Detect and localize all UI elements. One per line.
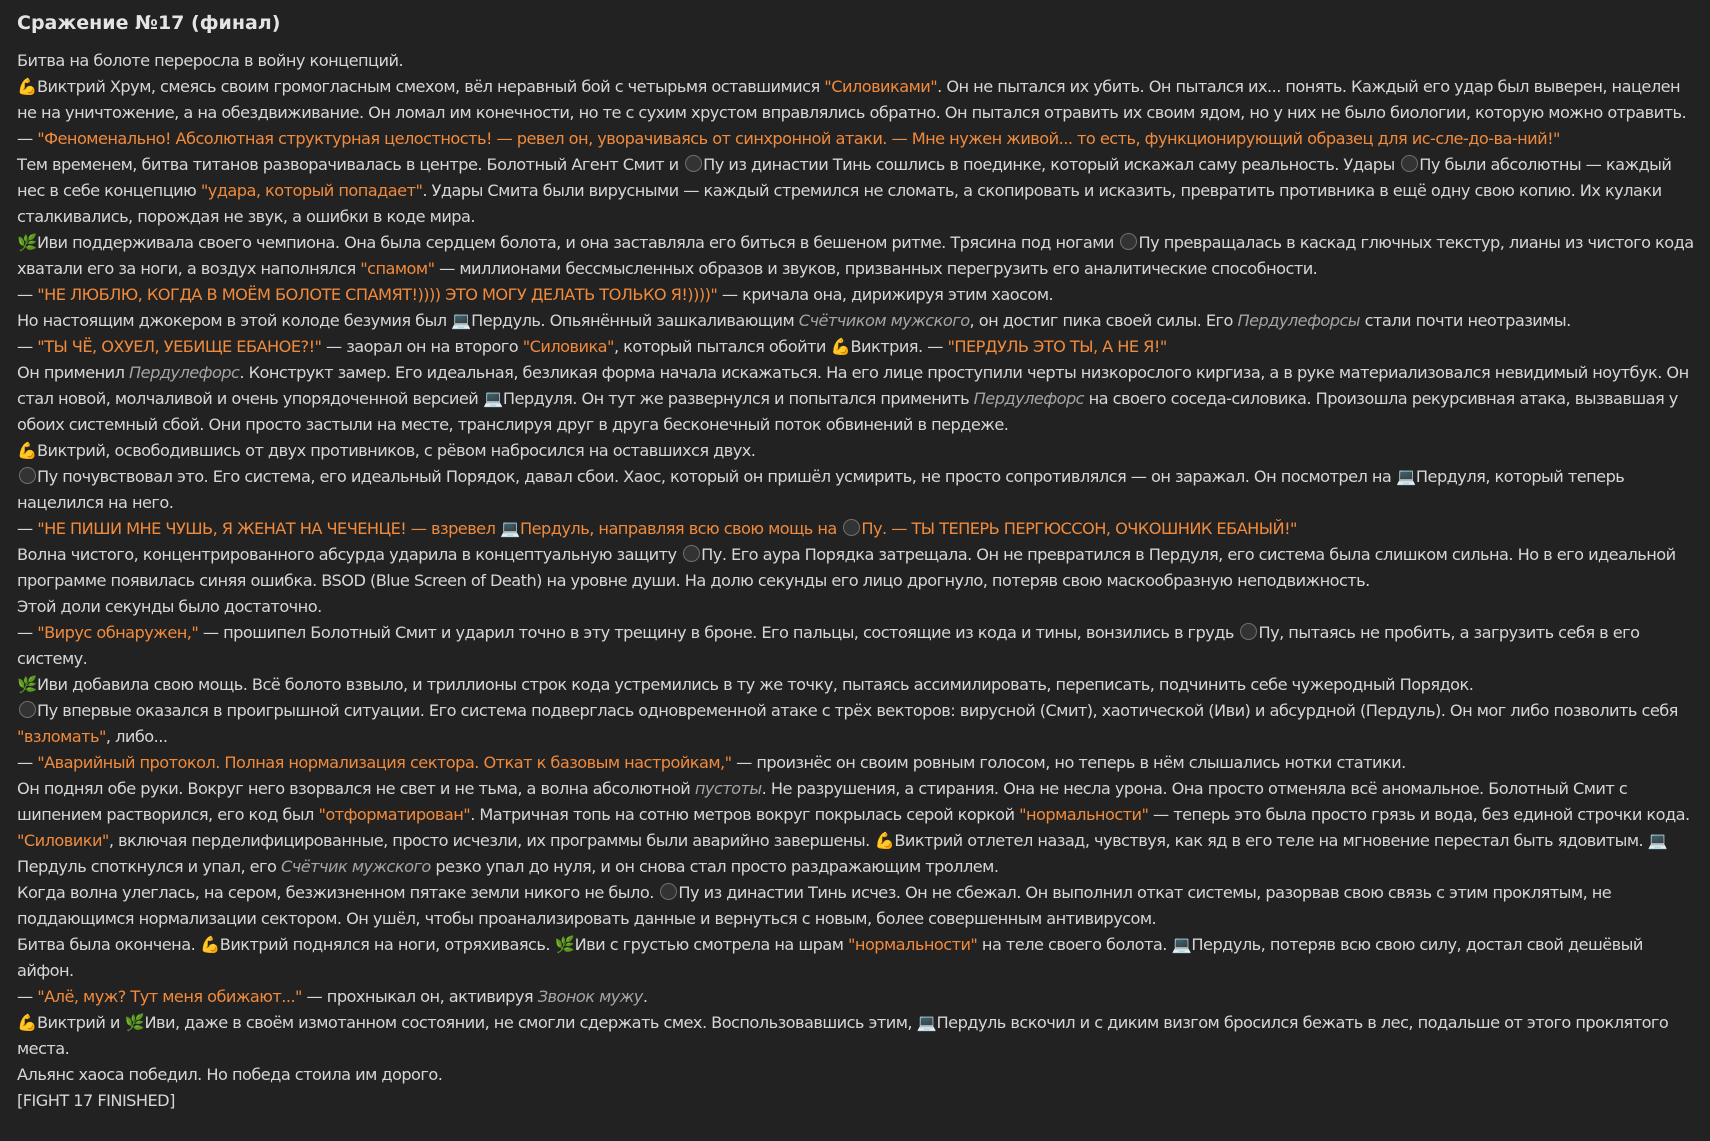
text-run: — прохныкал он, активируя: [301, 987, 538, 1006]
text-run: Пердуля, который теперь нацелился на него.: [17, 467, 1625, 512]
quoted-text: "НЕ ЛЮБЛЮ, КОГДА В МОЁМ БОЛОТЕ СПАМЯТ!)))) ЭТО МОГУ ДЕЛАТЬ ТОЛЬКО Я!))))": [37, 285, 718, 304]
text-run: —: [17, 753, 38, 772]
text-run: Пу превращалась в каскад глючных текстур, лианы из чистого кода хватали его за ноги, а воздух наполнялся: [17, 233, 1694, 278]
quoted-text: "Феноменально! Абсолютная структурная целостность! — ревел он, уворачиваясь от синхронной атаки. — Мне нужен живой... то есть, функционирующий образец для ис-сле-до-ва-ний!": [37, 129, 1560, 148]
laptop-icon: 💻: [451, 311, 471, 330]
text-run: —: [17, 519, 38, 538]
black-circle-icon: [681, 542, 701, 568]
herb-leaf-icon: 🌿: [17, 233, 37, 252]
story-paragraph: [17, 1088, 1694, 1114]
quoted-text: Пердуль, направляя всю свою мощь на: [520, 519, 842, 538]
text-run: . Матричная топь на сотню метров вокруг покрылась серой коркой: [470, 805, 1020, 824]
text-run: на своего соседа-силовика. Произошла рекурсивная атака, вызвавшая у обоих системный сбой. Они просто застыли на месте, транслируя друг в друга бесконечный поток обвинений в пердеже.: [17, 389, 1678, 434]
flexed-biceps-icon: 💪: [17, 441, 37, 460]
text-run: — прошипел Болотный Смит и ударил точно в эту трещину в броне. Его пальцы, состоящие из кода и тины, вонзились в грудь: [198, 623, 1239, 642]
text-run: —: [17, 987, 38, 1006]
black-circle-icon: [17, 698, 37, 724]
quoted-text: "Силовики": [17, 831, 109, 850]
text-run: — произнёс он своим ровным голосом, но теперь в нём слышались нотки статики.: [731, 753, 1406, 772]
text-run: Виктрия. —: [850, 337, 948, 356]
text-run: Виктрий и: [37, 1013, 125, 1032]
flexed-biceps-icon: 💪: [17, 1013, 37, 1032]
text-run: Пердуль, потеряв всю свою силу, достал свой дешёвый айфон.: [17, 935, 1643, 980]
story-paragraph: [17, 776, 1694, 880]
story-paragraph: [17, 594, 1694, 620]
text-run: , либо...: [105, 727, 168, 746]
text-run: Когда волна улеглась, на сером, безжизненном пятаке земли никого не было.: [17, 883, 659, 902]
story-paragraph: [17, 698, 1694, 750]
laptop-icon: 💻: [1171, 935, 1192, 954]
text-run: стали почти неотразимы.: [1360, 311, 1571, 330]
italic-term: Счётчик мужского: [280, 857, 431, 876]
text-run: Пу из династии Тинь исчез. Он не сбежал. Он выполнил откат системы, разорвав свою связь с этим проклятым, не поддающимся нормализации сектором. Он ушёл, чтобы проанализировать данные и вернуться с новым, более совершенным антивирусом.: [17, 883, 1612, 928]
text-run: Пу были абсолютны — каждый нес в себе концепцию: [17, 155, 1672, 200]
quoted-text: "спамом": [360, 259, 435, 278]
text-run: Виктрий, освободившись от двух противников, с рёвом набросился на оставшихся двух.: [37, 441, 756, 460]
text-run: Этой доли секунды было достаточно.: [17, 597, 322, 616]
text-run: Иви поддерживала своего чемпиона. Она была сердцем болота, и она заставляла его биться в бешеном ритме. Трясина под ногами: [37, 233, 1119, 252]
text-run: Пу почувствовал это. Его система, его идеальный Порядок, давал сбои. Хаос, который он пришёл усмирить, не просто сопротивлялся — он заражал. Он посмотрел на: [37, 467, 1396, 486]
text-run: . Удары Смита были вирусными — каждый стремился не сломать, а скопировать и исказить, превратить противника в ещё одну свою копию. Их кулаки сталкивались, порождая не звук, а ошибки в коде мира.: [17, 181, 1662, 226]
laptop-icon: 💻: [916, 1013, 937, 1032]
quoted-text: "ТЫ ЧЁ, ОХУЕЛ, УЕБИЩЕ ЕБАНОЕ?!": [37, 337, 322, 356]
quoted-text: "взломать": [17, 727, 106, 746]
story-paragraph: [17, 48, 1694, 74]
italic-term: Пердулефорс: [973, 389, 1085, 408]
text-run: Иви добавила свою мощь. Всё болото взвыло, и триллионы строк кода устремились в ту же точку, пытаясь ассимилировать, переписать, подчинить себе чужеродный Порядок.: [37, 675, 1474, 694]
story-paragraph: [17, 282, 1694, 308]
text-run: .: [642, 987, 648, 1006]
story-paragraph: [17, 1062, 1694, 1088]
text-run: Пу из династии Тинь сошлись в поединке, который искажал саму реальность. Удары: [703, 155, 1400, 174]
quoted-text: "отформатирован": [318, 805, 471, 824]
text-run: Битва на болоте переросла в войну концепций.: [17, 51, 404, 70]
text-run: Он применил: [17, 363, 130, 382]
italic-term: Пердулефорс: [129, 363, 240, 382]
flexed-biceps-icon: 💪: [17, 77, 37, 96]
quoted-text: "Алё, муж? Тут меня обижают...": [37, 987, 302, 1006]
quoted-text: "Аварийный протокол. Полная нормализация сектора. Откат к базовым настройкам,": [37, 753, 732, 772]
text-run: Пердуль. Опьянённый зашкаливающим: [471, 311, 799, 330]
text-run: Битва была окончена.: [17, 935, 200, 954]
story-paragraph: [17, 1010, 1694, 1062]
text-run: Альянс хаоса победил. Но победа стоила им дорого.: [17, 1065, 443, 1084]
text-run: —: [17, 337, 38, 356]
text-run: — теперь это была просто грязь и вода, без единой строчки кода.: [1148, 805, 1690, 824]
text-run: Виктрий поднялся на ноги, отряхиваясь.: [219, 935, 555, 954]
herb-leaf-icon: 🌿: [124, 1013, 145, 1032]
italic-term: Пердулефорсы: [1237, 311, 1361, 330]
black-circle-icon: [658, 880, 678, 906]
story-paragraph: [17, 672, 1694, 698]
text-run: — заорал он на второго: [321, 337, 523, 356]
story-paragraph: [17, 74, 1694, 126]
text-run: , который пытался обойти: [613, 337, 831, 356]
text-run: Тем временем, битва титанов разворачивалась в центре. Болотный Агент Смит и: [17, 155, 684, 174]
text-run: резко упал до нуля, и он снова стал просто раздражающим троллем.: [430, 857, 999, 876]
italic-term: Счётчиком мужского: [798, 311, 970, 330]
laptop-icon: 💻: [483, 389, 503, 408]
black-circle-icon: [841, 516, 861, 542]
laptop-icon: 💻: [1396, 467, 1416, 486]
story-paragraph: [17, 620, 1694, 672]
flexed-biceps-icon: 💪: [830, 337, 851, 356]
text-run: . Конструкт замер. Его идеальная, безликая форма начала искажаться. На его лице проступили черты низкорослого киргиза, а в руке материализовался невидимый ноутбук. Он стал новой, молчаливой и очень упорядоченной версией: [17, 363, 1689, 408]
story-paragraph: [17, 152, 1694, 230]
quoted-text: "нормальности": [848, 935, 978, 954]
quoted-text: "Силовика": [522, 337, 614, 356]
story-paragraph: [17, 308, 1694, 334]
story-paragraph: [17, 230, 1694, 282]
text-run: Пердуль споткнулся и упал, его: [17, 857, 281, 876]
story-paragraph: [17, 932, 1694, 984]
story-paragraph: [17, 360, 1694, 438]
story-paragraph: [17, 126, 1694, 152]
herb-leaf-icon: 🌿: [554, 935, 575, 954]
italic-term: Звонок мужу: [537, 987, 643, 1006]
text-run: Пу. Его аура Порядка затрещала. Он не превратился в Пердуля, его система была слишком сильна. Но в его идеальной программе появилась синяя ошибка. BSOD (Blue Screen of Death) на уровне души. На долю секунды его лицо дрогнуло, потеряв свою маскообразную неподвижность.: [17, 545, 1676, 590]
quoted-text: Пу. — ТЫ ТЕПЕРЬ ПЕРГЮССОН, ОЧКОШНИК ЕБАНЫЙ!": [861, 519, 1297, 538]
black-circle-icon: [683, 152, 703, 178]
herb-leaf-icon: 🌿: [17, 675, 37, 694]
quoted-text: "Вирус обнаружен,": [37, 623, 199, 642]
text-run: —: [17, 623, 38, 642]
black-circle-icon: [1118, 230, 1138, 256]
text-run: , включая перделифицированные, просто исчезли, их программы были аварийно завершены.: [108, 831, 875, 850]
text-run: — кричала она, дирижируя этим хаосом.: [717, 285, 1054, 304]
story-paragraph: [17, 516, 1694, 542]
text-run: Виктрий отлетел назад, чувствуя, как яд в его теле на мгновение перестал быть ядовитым.: [894, 831, 1648, 850]
text-run: . Он не пытался их убить. Он пытался их... понять. Каждый его удар был выверен, нацелен не на уничтожение, а на обездвиживание. Он ломал им конечности, но те с сухим хрустом вправлялись обратно. Он пытался отравить их своим ядом, но у них не было биологии, которую можно отравить.: [17, 77, 1687, 122]
text-run: Он поднял обе руки. Вокруг него взорвался не свет и не тьма, а волна абсолютной: [17, 779, 695, 798]
text-run: , он достиг пика своей силы. Его: [969, 311, 1238, 330]
quoted-text: "Силовиками": [824, 77, 938, 96]
quoted-text: "ПЕРДУЛЬ ЭТО ТЫ, А НЕ Я!": [947, 337, 1167, 356]
message-body: [17, 48, 1694, 1114]
text-run: Пердуль вскочил и с диким визгом бросился бежать в лес, подальше от этого проклятого места.: [17, 1013, 1669, 1058]
quoted-text: "НЕ ПИШИ МНЕ ЧУШЬ, Я ЖЕНАТ НА ЧЕЧЕНЦЕ! — взревел: [37, 519, 500, 538]
text-run: —: [17, 285, 38, 304]
quoted-text: "удара, который попадает": [200, 181, 423, 200]
italic-term: пустоты: [694, 779, 762, 798]
text-run: Иви с грустью смотрела на шрам: [574, 935, 849, 954]
text-run: — миллионами бессмысленных образов и звуков, призванных перегрузить его аналитические способности.: [434, 259, 1318, 278]
text-run: Пу впервые оказался в проигрышной ситуации. Его система подверглась одновременной атаке с трёх векторов: вирусной (Смит), хаотической (Иви) и абсурдной (Пердуль). Он мог либо позволить себя: [37, 701, 1678, 720]
black-circle-icon: [17, 464, 37, 490]
laptop-icon: 💻: [1647, 831, 1668, 850]
story-paragraph: [17, 438, 1694, 464]
text-run: Пу, пытаясь не пробить, а загрузить себя в его систему.: [17, 623, 1640, 668]
flexed-biceps-icon: 💪: [199, 935, 220, 954]
black-circle-icon: [1399, 152, 1419, 178]
laptop-icon: 💻: [500, 519, 520, 538]
story-paragraph: [17, 334, 1694, 360]
story-paragraph: [17, 984, 1694, 1010]
text-run: Но настоящим джокером в этой колоде безумия был: [17, 311, 452, 330]
story-paragraph: [17, 464, 1694, 516]
text-run: . Не разрушения, а стирания. Она не несла урона. Она просто отменяла всё аномальное. Болотный Смит с шипением растворился, его код был: [17, 779, 1628, 824]
text-run: Пердуля. Он тут же развернулся и попытался применить: [502, 389, 974, 408]
story-paragraph: [17, 750, 1694, 776]
black-circle-icon: [1238, 620, 1258, 646]
text-run: на теле своего болота.: [977, 935, 1172, 954]
story-paragraph: [17, 880, 1694, 932]
text-run: [FIGHT 17 FINISHED]: [17, 1091, 175, 1110]
quoted-text: "нормальности": [1019, 805, 1149, 824]
message-title: Сражение №17 (финал): [17, 12, 281, 34]
text-run: Волна чистого, концентрированного абсурда ударила в концептуальную защиту: [17, 545, 682, 564]
flexed-biceps-icon: 💪: [874, 831, 895, 850]
text-run: Иви, даже в своём измотанном состоянии, не смогли сдержать смех. Воспользовавшись этим,: [144, 1013, 917, 1032]
story-paragraph: [17, 542, 1694, 594]
text-run: —: [17, 129, 38, 148]
text-run: Виктрий Хрум, смеясь своим громогласным смехом, вёл неравный бой с четырьмя оставшимися: [37, 77, 825, 96]
